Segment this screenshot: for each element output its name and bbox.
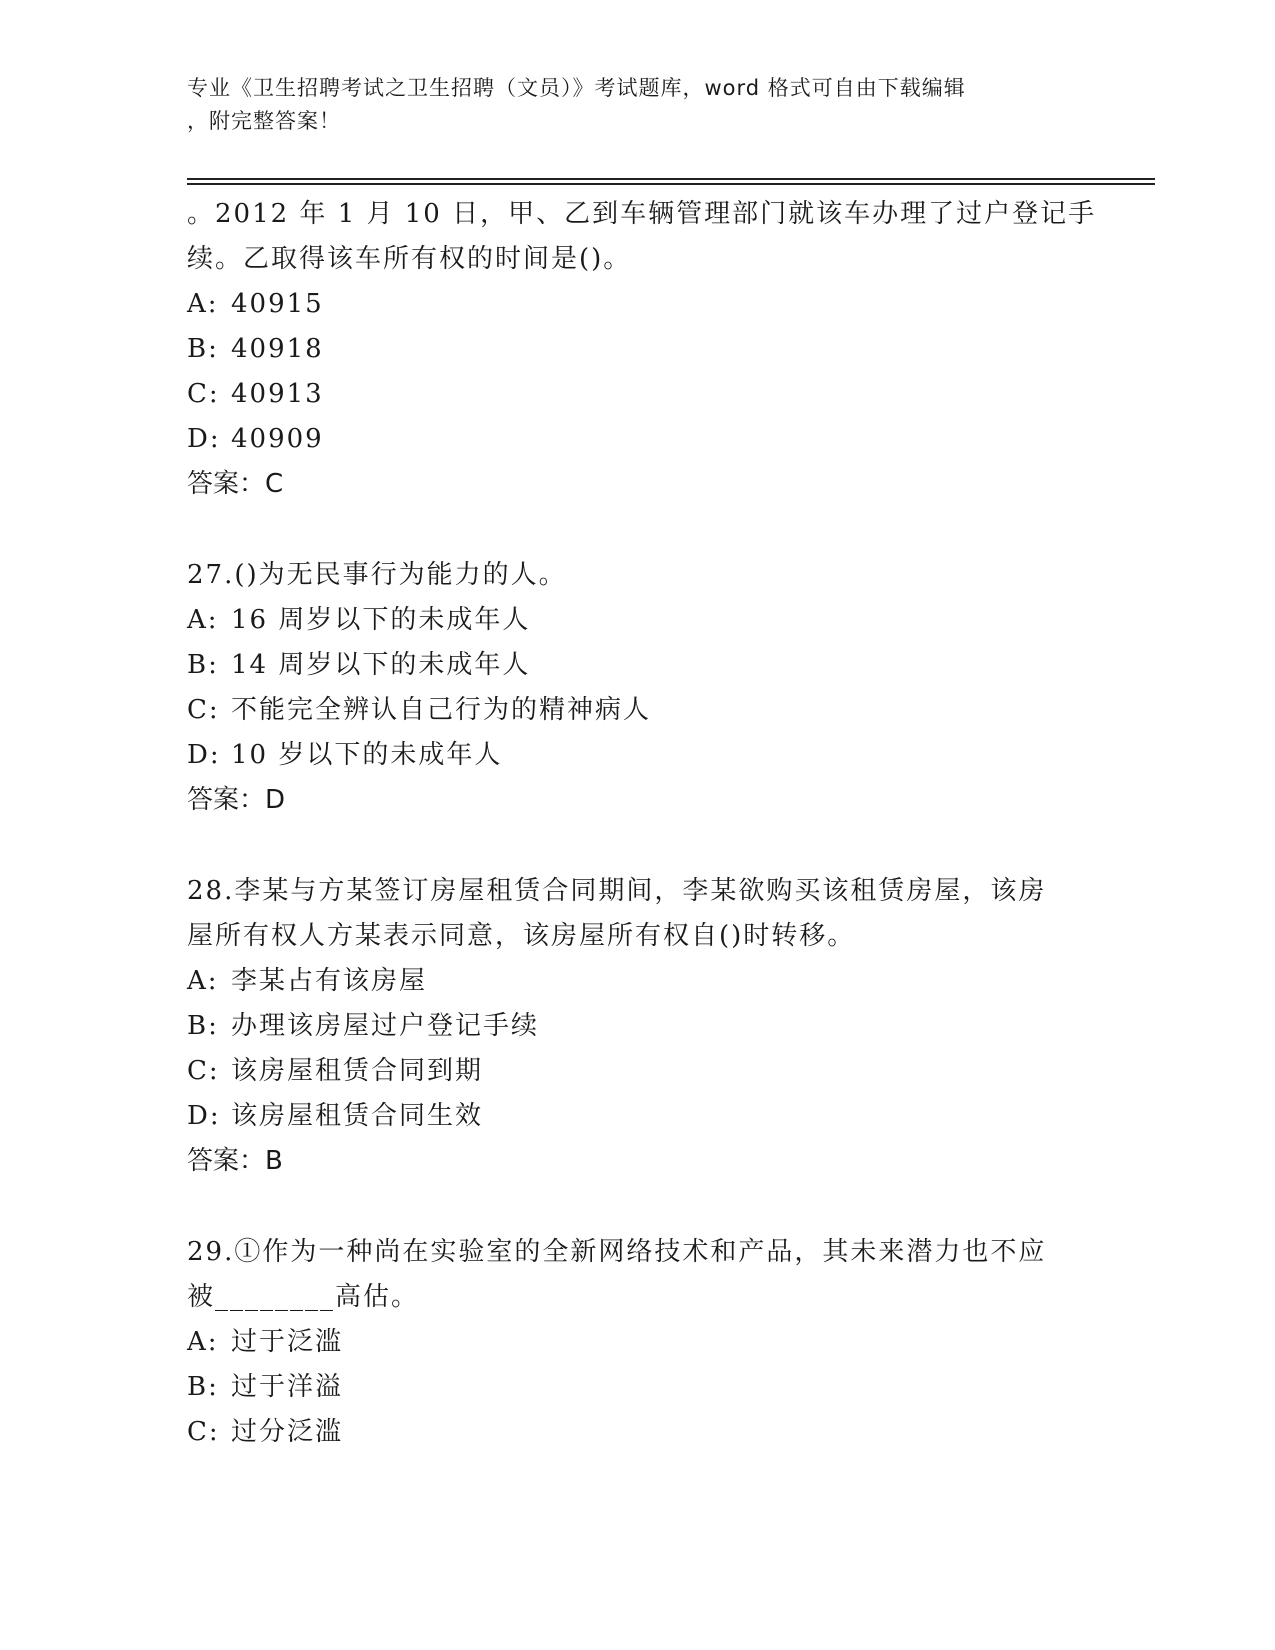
option-text: 过分泛滥 [231,1417,344,1447]
header-title-line: 专业《卫生招聘考试之卫生招聘（文员）》考试题库，word 格式可自由下载编辑 [187,76,966,100]
answer-option [187,1365,1087,1410]
answer-option [187,327,1087,372]
question-block [187,869,1087,1184]
option-label: B: [187,650,219,680]
option-text: 16 周岁以下的未成年人 [231,605,531,635]
answer-option [187,1410,1087,1455]
question-text-line: 屋所有权人方某表示同意，该房屋所有权自()时转移。 [187,921,856,951]
answer-option [187,733,1087,778]
option-label: C: [187,695,220,725]
option-text: 40915 [231,289,324,319]
option-label: A: [187,966,219,996]
option-text: 不能完全辨认自己行为的精神病人 [231,695,652,725]
answer-option [187,1004,1087,1049]
option-text: 14 周岁以下的未成年人 [231,650,531,680]
option-text: 过于洋溢 [231,1372,344,1402]
answer-option [187,688,1087,733]
option-label: B: [187,1011,219,1041]
answer-option [187,1094,1087,1139]
answer-key: 答案：B [187,1146,283,1176]
option-label: C: [187,1056,220,1086]
question-text-line: 续。乙取得该车所有权的时间是()。 [187,244,632,274]
option-text: 40913 [231,379,324,409]
option-label: A: [187,605,219,635]
header-divider-top [187,178,1155,180]
question-block [187,1230,1087,1455]
option-label: C: [187,1417,220,1447]
answer-option [187,1049,1087,1094]
answer-option [187,598,1087,643]
option-text: 40909 [231,424,324,454]
answer-option [187,959,1087,1004]
option-text: 办理该房屋过户登记手续 [231,1011,540,1041]
question-block [187,192,1097,507]
question-list [187,192,1097,1501]
question-text-line: 被________高估。 [187,1282,420,1312]
option-text: 该房屋租赁合同生效 [231,1101,484,1131]
option-text: 10 岁以下的未成年人 [231,740,503,770]
answer-key: 答案：C [187,469,284,499]
option-label: C: [187,379,220,409]
answer-option [187,372,1087,417]
option-label: B: [187,334,219,364]
option-label: D: [187,424,221,454]
option-label: A: [187,289,219,319]
answer-option [187,643,1087,688]
option-text: 该房屋租赁合同到期 [231,1056,484,1086]
question-block [187,553,1087,823]
header-divider-bottom [187,183,1155,185]
answer-key: 答案：D [187,785,286,815]
question-text-line: 。2012 年 1 月 10 日，甲、乙到车辆管理部门就该车办理了过户登记手 [187,199,1097,229]
document-header [187,72,1067,138]
option-text: 40918 [231,334,324,364]
question-text-line: 27.()为无民事行为能力的人。 [187,560,567,590]
answer-option [187,417,1087,462]
option-label: D: [187,1101,221,1131]
option-label: A: [187,1327,219,1357]
answer-option [187,282,1087,327]
question-text-line: 28.李某与方某签订房屋租赁合同期间，李某欲购买该租赁房屋，该房 [187,876,1047,906]
header-subtitle-line: ，附完整答案！ [187,109,341,133]
answer-option [187,1320,1087,1365]
option-label: D: [187,740,221,770]
option-text: 过于泛滥 [231,1327,344,1357]
option-text: 李某占有该房屋 [231,966,428,996]
option-label: B: [187,1372,219,1402]
question-text-line: 29.①作为一种尚在实验室的全新网络技术和产品，其未来潜力也不应 [187,1237,1047,1267]
